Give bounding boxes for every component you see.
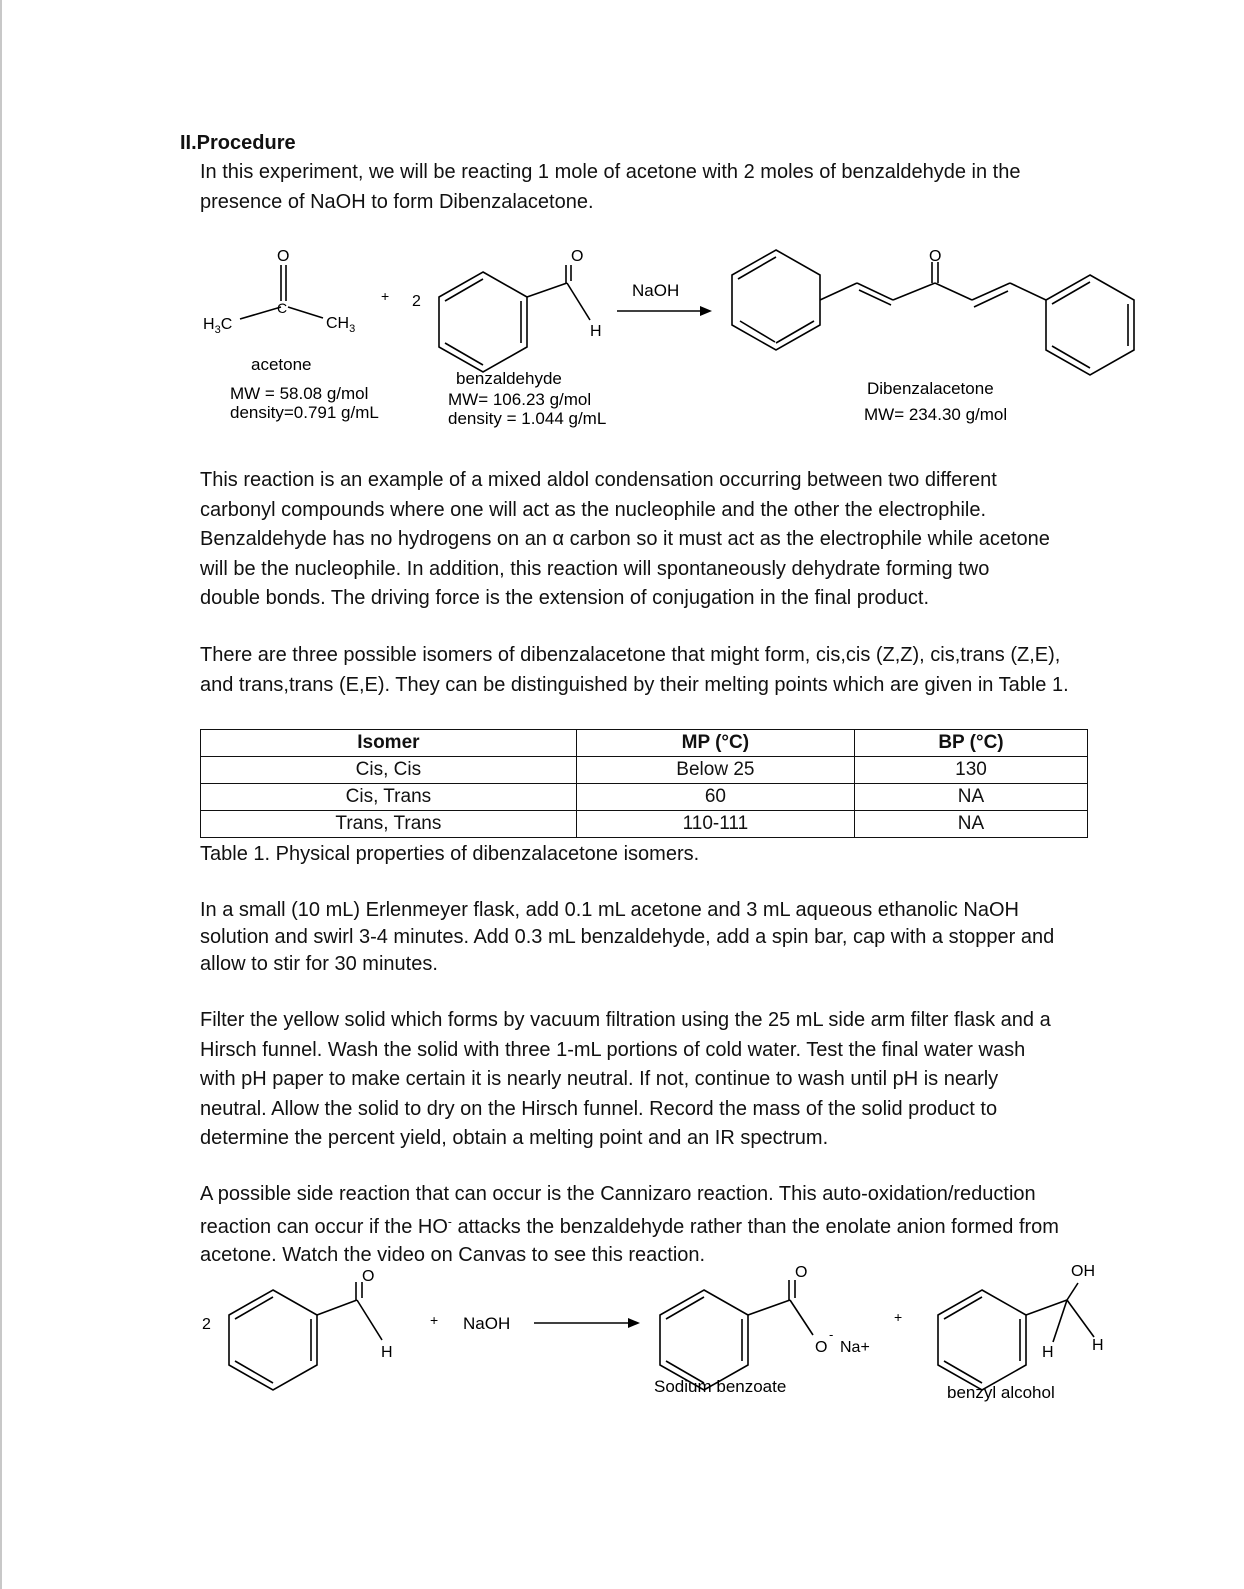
text-line: Hirsch funnel. Wash the solid with three 1-mL portions of cold water. Test the final water wash	[200, 1038, 1026, 1061]
table-cell: 130	[854, 757, 1087, 784]
text-line: determine the percent yield, obtain a melting point and an IR spectrum.	[200, 1127, 829, 1149]
table-cell: Cis, Trans	[201, 784, 577, 811]
benzaldehyde-hydrogen-2: H	[381, 1344, 393, 1361]
sodium-benzoate-name: Sodium benzoate	[654, 1377, 787, 1396]
table-caption: Table 1. Physical properties of dibenzalacetone isomers.	[200, 843, 700, 865]
benzoate-oxygen-minus: O	[815, 1339, 828, 1356]
benzyl-alcohol-name: benzyl alcohol	[947, 1383, 1055, 1402]
intro-line: presence of NaOH to form Dibenzalacetone.	[200, 190, 594, 213]
plus-sign: +	[894, 1309, 903, 1325]
text-line: double bonds. The driving force is the extension of conjugation in the final product.	[200, 587, 929, 609]
product-mw: MW= 234.30 g/mol	[864, 405, 1008, 424]
text-line: allow to stir for 30 minutes.	[200, 953, 438, 975]
text-line: This reaction is an example of a mixed aldol condensation occurring between two different	[200, 469, 997, 491]
table-header: Isomer	[201, 730, 577, 757]
table-cell: 60	[576, 784, 854, 811]
plus-sign: +	[381, 288, 390, 304]
table-cell: Below 25	[576, 757, 854, 784]
benzyl-hydrogen: H	[1092, 1337, 1104, 1354]
benzaldehyde-oxygen-2: O	[362, 1268, 375, 1285]
acetone-name: acetone	[251, 355, 312, 374]
benzaldehyde-mw: MW= 106.23 g/mol	[448, 390, 592, 409]
table-cell: Cis, Cis	[201, 757, 577, 784]
text-line: acetone. Watch the video on Canvas to see this reaction.	[200, 1243, 706, 1266]
table-cell: Trans, Trans	[201, 811, 577, 838]
paragraph-setup	[200, 897, 1100, 978]
benzoate-oxygen: O	[795, 1264, 808, 1281]
table-row	[201, 784, 1088, 811]
stoich-coefficient: 2	[412, 293, 421, 310]
stoich-coefficient-2: 2	[202, 1316, 211, 1333]
table-cell: 110-111	[576, 811, 854, 838]
table-header-row	[201, 730, 1088, 757]
text-line: There are three possible isomers of dibenzalacetone that might form, cis,cis (Z,Z), cis,trans (Z,E),	[200, 644, 1061, 666]
benzyl-hydroxyl: OH	[1071, 1263, 1095, 1280]
benzyl-hydrogen: H	[1042, 1344, 1054, 1361]
acetone-carbon: C	[277, 300, 288, 316]
methyl-right: $CH_3$	[326, 315, 356, 335]
text-line: reaction can occur if the HO- attacks the benzaldehyde rather than the enolate anion formed from	[200, 1214, 1059, 1239]
acetone-mw: MW = 58.08 g/mol	[230, 384, 369, 403]
reagent-naoh: NaOH	[632, 281, 680, 300]
text-line: and trans,trans (E,E). They can be distinguished by their melting points which are given in Table 1.	[200, 673, 1069, 696]
table-cell: NA	[854, 811, 1087, 838]
benzaldehyde-density: density = 1.044 g/mL	[448, 409, 607, 428]
negative-charge: -	[829, 1327, 834, 1342]
paragraph-isomers	[200, 641, 1210, 700]
text-line: A possible side reaction that can occur is the Cannizaro reaction. This auto-oxidation/reduction	[200, 1183, 1036, 1205]
product-name: Dibenzalacetone	[867, 379, 994, 398]
text-line: will be the nucleophile. In addition, this reaction will spontaneously dehydrate forming two	[200, 557, 990, 580]
text-line: with pH paper to make certain it is nearly neutral. If not, continue to wash until pH is nearly	[200, 1068, 999, 1090]
paragraph-cannizaro	[200, 1181, 1100, 1269]
acetone-oxygen: O	[277, 248, 290, 265]
text-line: In a small (10 mL) Erlenmeyer flask, add 0.1 mL acetone and 3 mL aqueous ethanolic NaOH	[200, 899, 1019, 921]
paragraph-mechanism	[200, 466, 1100, 614]
intro-paragraph	[200, 158, 1100, 217]
text-line: carbonyl compounds where one will act as the nucleophile and the other the electrophile.	[200, 498, 987, 521]
table-cell: NA	[854, 784, 1087, 811]
isomer-table	[200, 729, 1088, 838]
benzaldehyde-name: benzaldehyde	[456, 369, 562, 388]
text-line: Filter the yellow solid which forms by vacuum filtration using the 25 mL side arm filter flask and a	[200, 1009, 1051, 1031]
table-row	[201, 757, 1088, 784]
benzaldehyde-oxygen: O	[571, 248, 584, 265]
intro-line: In this experiment, we will be reacting 1 mole of acetone with 2 moles of benzaldehyde in the	[200, 161, 1021, 183]
reagent-naoh-2: NaOH	[463, 1314, 511, 1333]
acetone-density: density=0.791 g/mL	[230, 403, 379, 422]
table-header: MP (°C)	[576, 730, 854, 757]
plus-sign: +	[430, 1312, 439, 1328]
table-header: BP (°C)	[854, 730, 1087, 757]
sodium-counterion: Na+	[840, 1339, 870, 1356]
product-oxygen: O	[929, 248, 942, 265]
text-line: Benzaldehyde has no hydrogens on an α carbon so it must act as the electrophile while acetone	[200, 528, 1050, 550]
section-heading: II.Procedure	[180, 132, 296, 154]
table-row	[201, 811, 1088, 838]
reaction-scheme-cannizaro	[0, 1262, 1244, 1412]
text-line: solution and swirl 3-4 minutes. Add 0.3 mL benzaldehyde, add a spin bar, cap with a stopper and	[200, 926, 1055, 948]
methyl-left: $H_3C$	[203, 316, 233, 336]
paragraph-filtration	[200, 1006, 1100, 1154]
text-line: neutral. Allow the solid to dry on the Hirsch funnel. Record the mass of the solid product to	[200, 1097, 998, 1120]
reaction-scheme-aldol	[0, 230, 1244, 445]
benzaldehyde-hydrogen: H	[590, 323, 602, 340]
